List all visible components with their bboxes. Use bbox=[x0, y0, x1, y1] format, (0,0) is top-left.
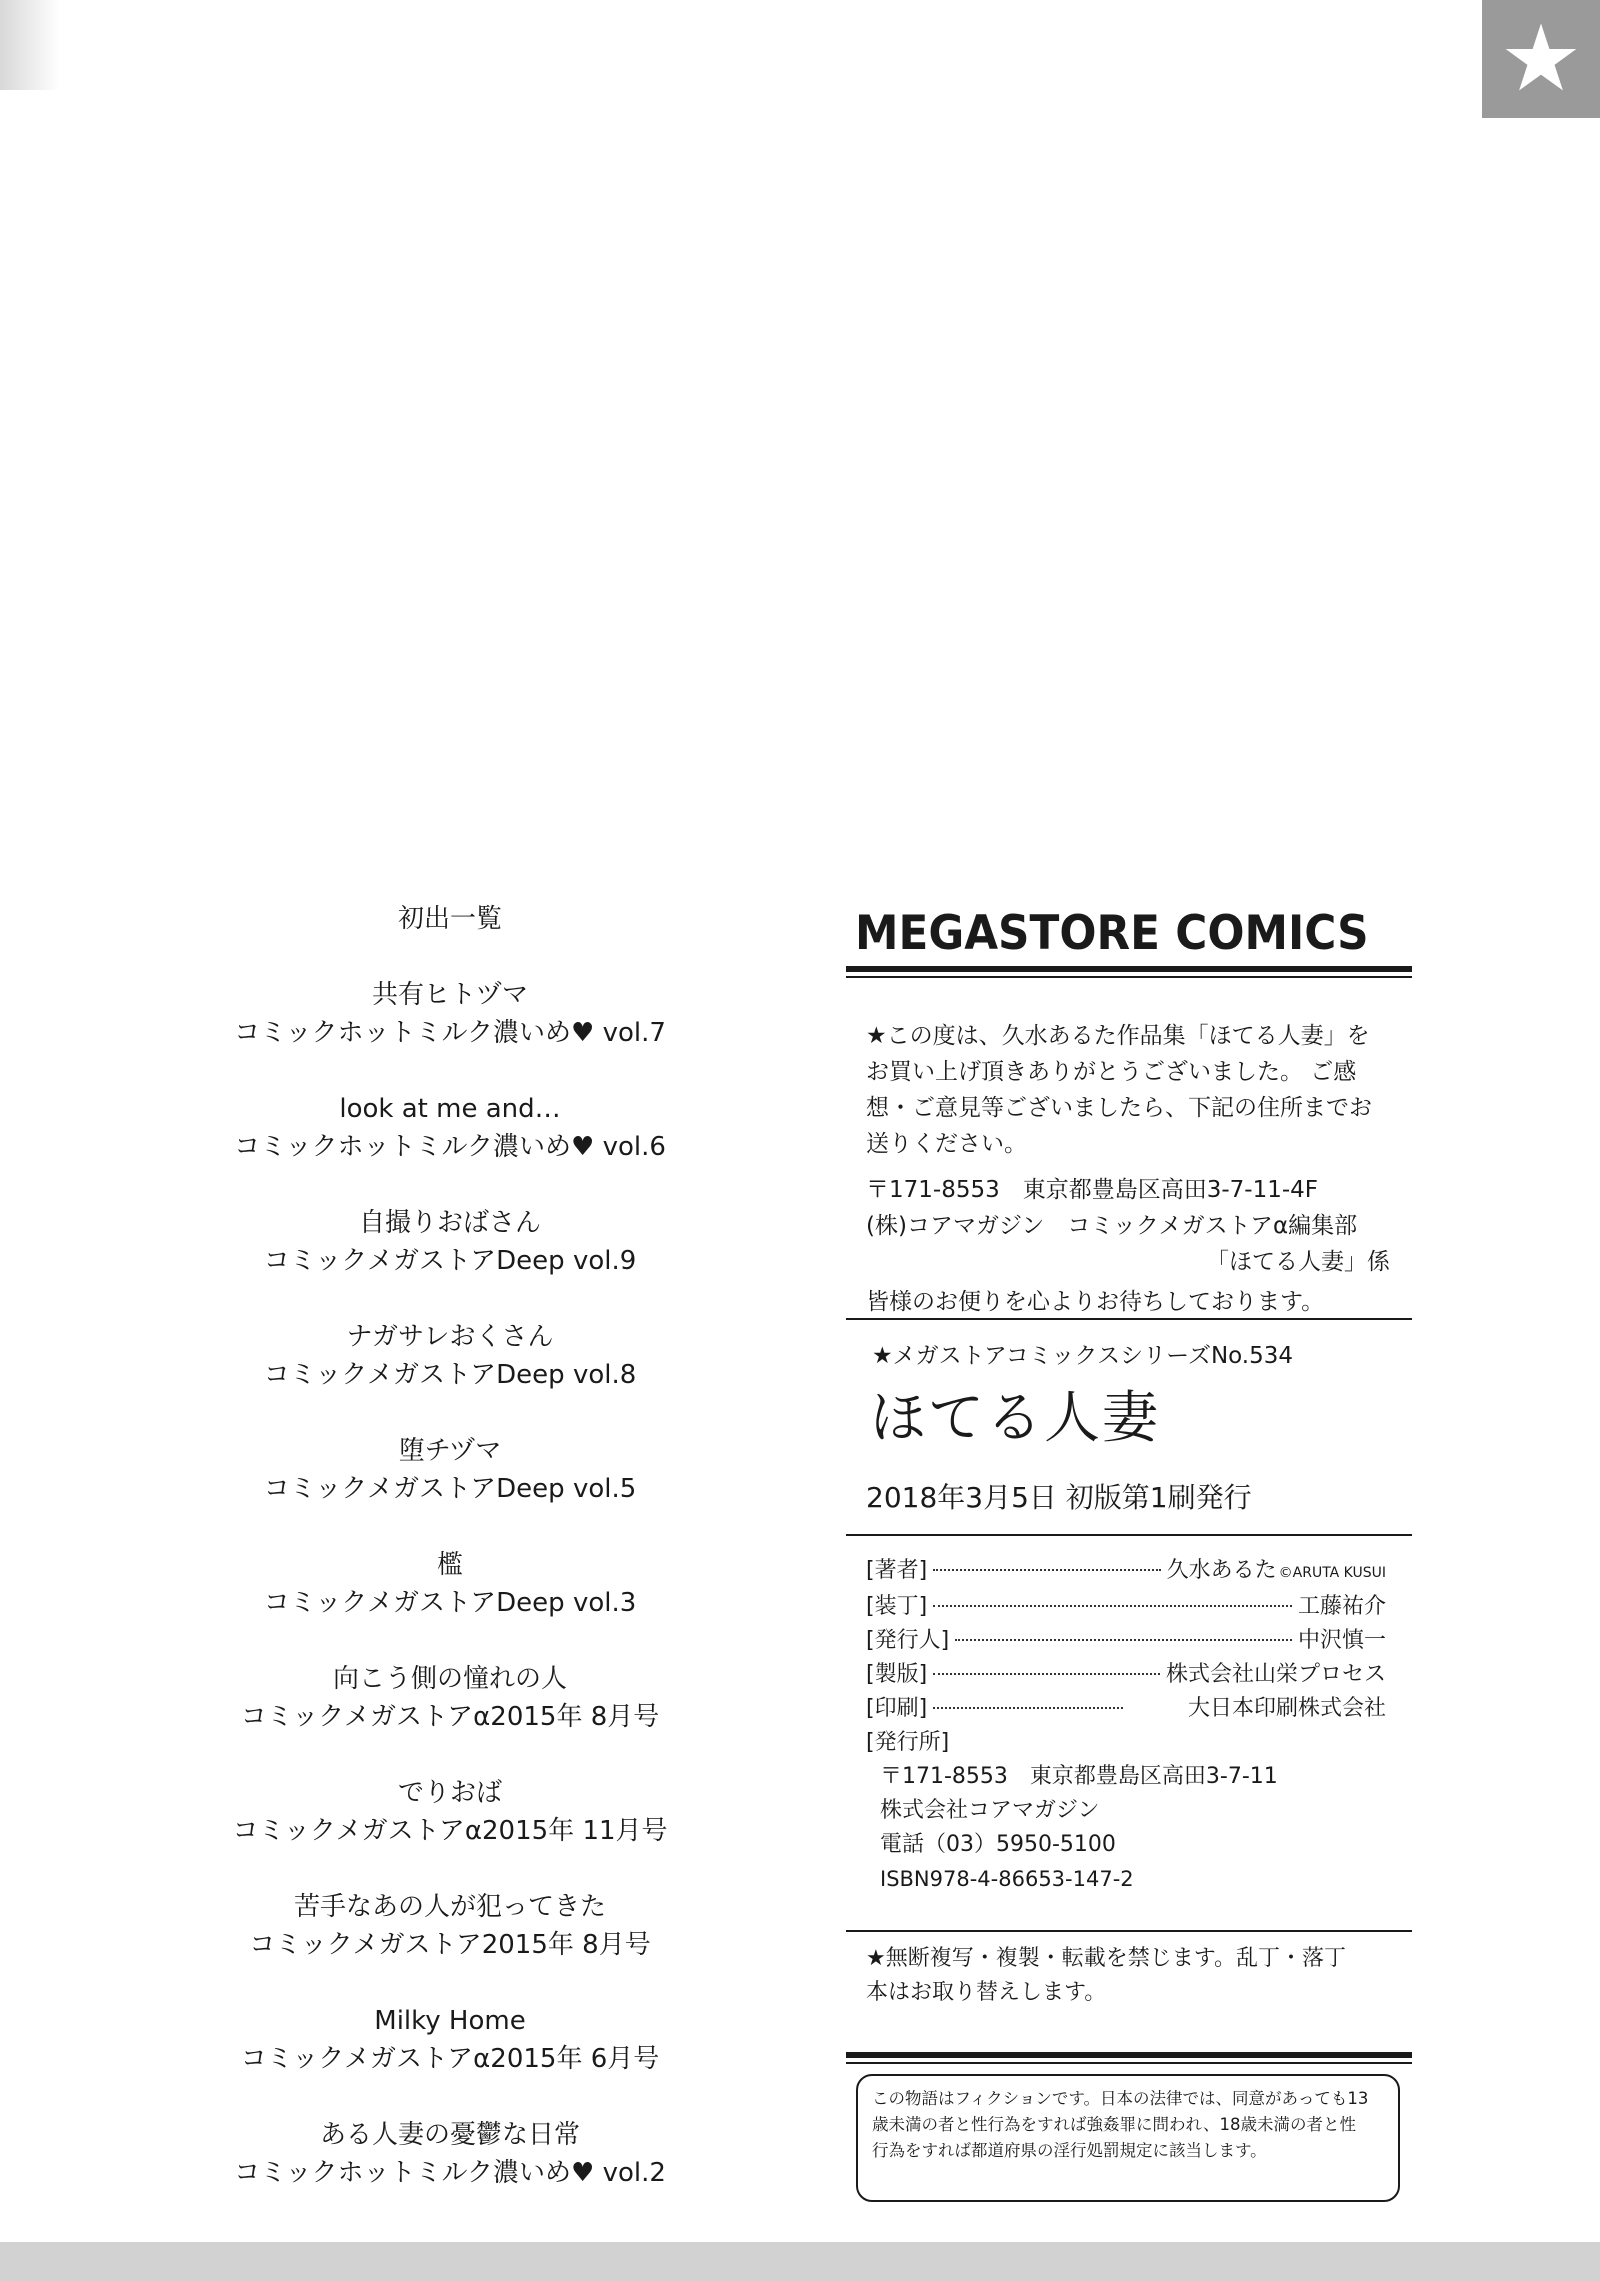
leader-dots bbox=[955, 1639, 1292, 1641]
copyright-notice: ©ARUTA KUSUI bbox=[1278, 1565, 1386, 1581]
thanks-line: 想・ご意見等ございましたら、下記の住所までお bbox=[866, 1095, 1372, 1121]
leader-dots bbox=[933, 1605, 1292, 1607]
story-source: コミックメガストア2015年 8月号 bbox=[249, 1930, 651, 1960]
disclaimer-line: 歳未満の者と性行為をすれば強姦罪に問われ、18歳未満の者と性 bbox=[872, 2115, 1356, 2134]
divider bbox=[846, 966, 1412, 972]
copy-notice bbox=[866, 1942, 1406, 2010]
story-title: 苦手なあの人が犯ってきた bbox=[293, 1892, 606, 1922]
notice-line: 本はお取り替えします。 bbox=[866, 1980, 1107, 2005]
list-item bbox=[200, 1546, 700, 1622]
thanks-line: 送りください。 bbox=[866, 1131, 1027, 1157]
divider bbox=[846, 1534, 1412, 1536]
story-source: コミックホットミルク濃いめ♥ vol.2 bbox=[234, 2158, 666, 2188]
list-item bbox=[200, 1774, 700, 1850]
thanks-line: ★この度は、久水あるた作品集「ほてる人妻」を bbox=[866, 1023, 1370, 1049]
story-source: コミックメガストアDeep vol.9 bbox=[263, 1246, 637, 1276]
disclaimer-line: この物語はフィクションです。日本の法律では、同意があっても13 bbox=[872, 2089, 1369, 2108]
story-source: コミックメガストアDeep vol.3 bbox=[263, 1588, 637, 1618]
credits bbox=[866, 1554, 1386, 1896]
leader-dots bbox=[933, 1673, 1160, 1675]
first-appearance-list bbox=[200, 900, 700, 2230]
editorial-address bbox=[866, 1172, 1406, 1280]
story-source: コミックメガストアDeep vol.5 bbox=[263, 1474, 637, 1504]
divider bbox=[846, 976, 1412, 978]
isbn: ISBN978-4-86653-147-2 bbox=[880, 1867, 1134, 1891]
credit-value: 大日本印刷株式会社 bbox=[1187, 1696, 1386, 1721]
credit-label: [製版] bbox=[866, 1662, 928, 1687]
list-item bbox=[200, 1204, 700, 1280]
credit-row bbox=[866, 1590, 1386, 1624]
address-line: (株)コアマガジン コミックメガストアα編集部 bbox=[866, 1213, 1358, 1239]
story-title: 檻 bbox=[436, 1550, 463, 1580]
story-title: でりおば bbox=[397, 1778, 502, 1808]
credit-label: [発行人] bbox=[866, 1628, 950, 1653]
address-attention: 「ほてる人妻」係 bbox=[1206, 1249, 1390, 1275]
credit-row bbox=[866, 1692, 1386, 1726]
first-appearance-heading: 初出一覧 bbox=[397, 904, 502, 934]
credit-label: [装丁] bbox=[866, 1594, 928, 1619]
list-item bbox=[200, 1090, 700, 1166]
credit-value: 久水あるた bbox=[1166, 1558, 1277, 1583]
address-line: 〒171-8553 東京都豊島区高田3-7-11-4F bbox=[866, 1177, 1319, 1203]
story-title: ナガサレおくさん bbox=[346, 1322, 554, 1352]
list-item bbox=[200, 1318, 700, 1394]
credit-row bbox=[866, 1554, 1386, 1590]
awaiting-letters: 皆様のお便りを心よりお待ちしております。 bbox=[866, 1289, 1325, 1315]
credit-value: 工藤祐介 bbox=[1297, 1594, 1386, 1619]
list-item bbox=[200, 1432, 700, 1508]
story-title: Milky Home bbox=[374, 2006, 526, 2036]
publisher-info bbox=[880, 1760, 1386, 1896]
disclaimer-line: 行為をすれば都道府県の淫行処罰規定に該当します。 bbox=[872, 2141, 1267, 2160]
leader-dots bbox=[933, 1569, 1160, 1571]
story-title: 向こう側の憧れの人 bbox=[332, 1664, 567, 1694]
list-item bbox=[200, 2116, 700, 2192]
page-edge-shadow bbox=[0, 0, 60, 90]
credit-label: [印刷] bbox=[866, 1696, 928, 1721]
divider bbox=[846, 2062, 1412, 2064]
story-title: 堕チヅマ bbox=[398, 1436, 502, 1466]
thanks-line: お買い上げ頂きありがとうございました。 ご感 bbox=[866, 1059, 1357, 1085]
publisher-line: 電話（03）5950-5100 bbox=[880, 1832, 1116, 1857]
publisher-line: 〒171-8553 東京都豊島区高田3-7-11 bbox=[880, 1764, 1278, 1789]
publication-date: 2018年3月5日 初版第1刷発行 bbox=[866, 1481, 1252, 1514]
list-item bbox=[200, 976, 700, 1052]
divider bbox=[846, 1930, 1412, 1932]
story-source: コミックメガストアDeep vol.8 bbox=[263, 1360, 637, 1390]
fiction-disclaimer-box bbox=[856, 2074, 1400, 2202]
series-number: ★メガストアコミックスシリーズNo.534 bbox=[872, 1343, 1294, 1369]
credit-row bbox=[866, 1658, 1386, 1692]
divider bbox=[846, 2052, 1412, 2058]
reader-message bbox=[866, 1018, 1406, 1320]
list-item bbox=[200, 1888, 700, 1964]
credit-label: [著者] bbox=[866, 1558, 928, 1583]
star-icon: ★ bbox=[1499, 5, 1583, 112]
story-title: look at me and… bbox=[339, 1094, 561, 1124]
book-title: ほてる人妻 bbox=[870, 1386, 1160, 1451]
story-title: 共有ヒトヅマ bbox=[371, 980, 528, 1010]
story-source: コミックホットミルク濃いめ♥ vol.7 bbox=[234, 1018, 666, 1048]
corner-tab bbox=[1482, 0, 1600, 118]
credit-row bbox=[866, 1624, 1386, 1658]
publisher-label: [発行所] bbox=[866, 1730, 950, 1755]
story-title: 自撮りおばさん bbox=[358, 1208, 541, 1238]
story-source: コミックメガストアα2015年 6月号 bbox=[240, 2044, 660, 2074]
divider bbox=[846, 1318, 1412, 1320]
story-source: コミックメガストアα2015年 11月号 bbox=[232, 1816, 668, 1846]
page-bottom-band bbox=[0, 2242, 1600, 2281]
credit-value: 株式会社山栄プロセス bbox=[1165, 1662, 1386, 1687]
story-source: コミックホットミルク濃いめ♥ vol.6 bbox=[234, 1132, 666, 1162]
notice-line: ★無断複写・複製・転載を禁じます。乱丁・落丁 bbox=[866, 1946, 1346, 1971]
list-item bbox=[200, 2002, 700, 2078]
publisher-line: 株式会社コアマガジン bbox=[880, 1798, 1100, 1823]
leader-dots bbox=[933, 1707, 1123, 1709]
story-source: コミックメガストアα2015年 8月号 bbox=[240, 1702, 660, 1732]
credit-value: 中沢慎一 bbox=[1297, 1628, 1386, 1653]
megastore-comics-logo: MEGASTORE COMICS bbox=[855, 906, 1369, 961]
list-item bbox=[200, 1660, 700, 1736]
story-title: ある人妻の憂鬱な日常 bbox=[319, 2120, 580, 2150]
